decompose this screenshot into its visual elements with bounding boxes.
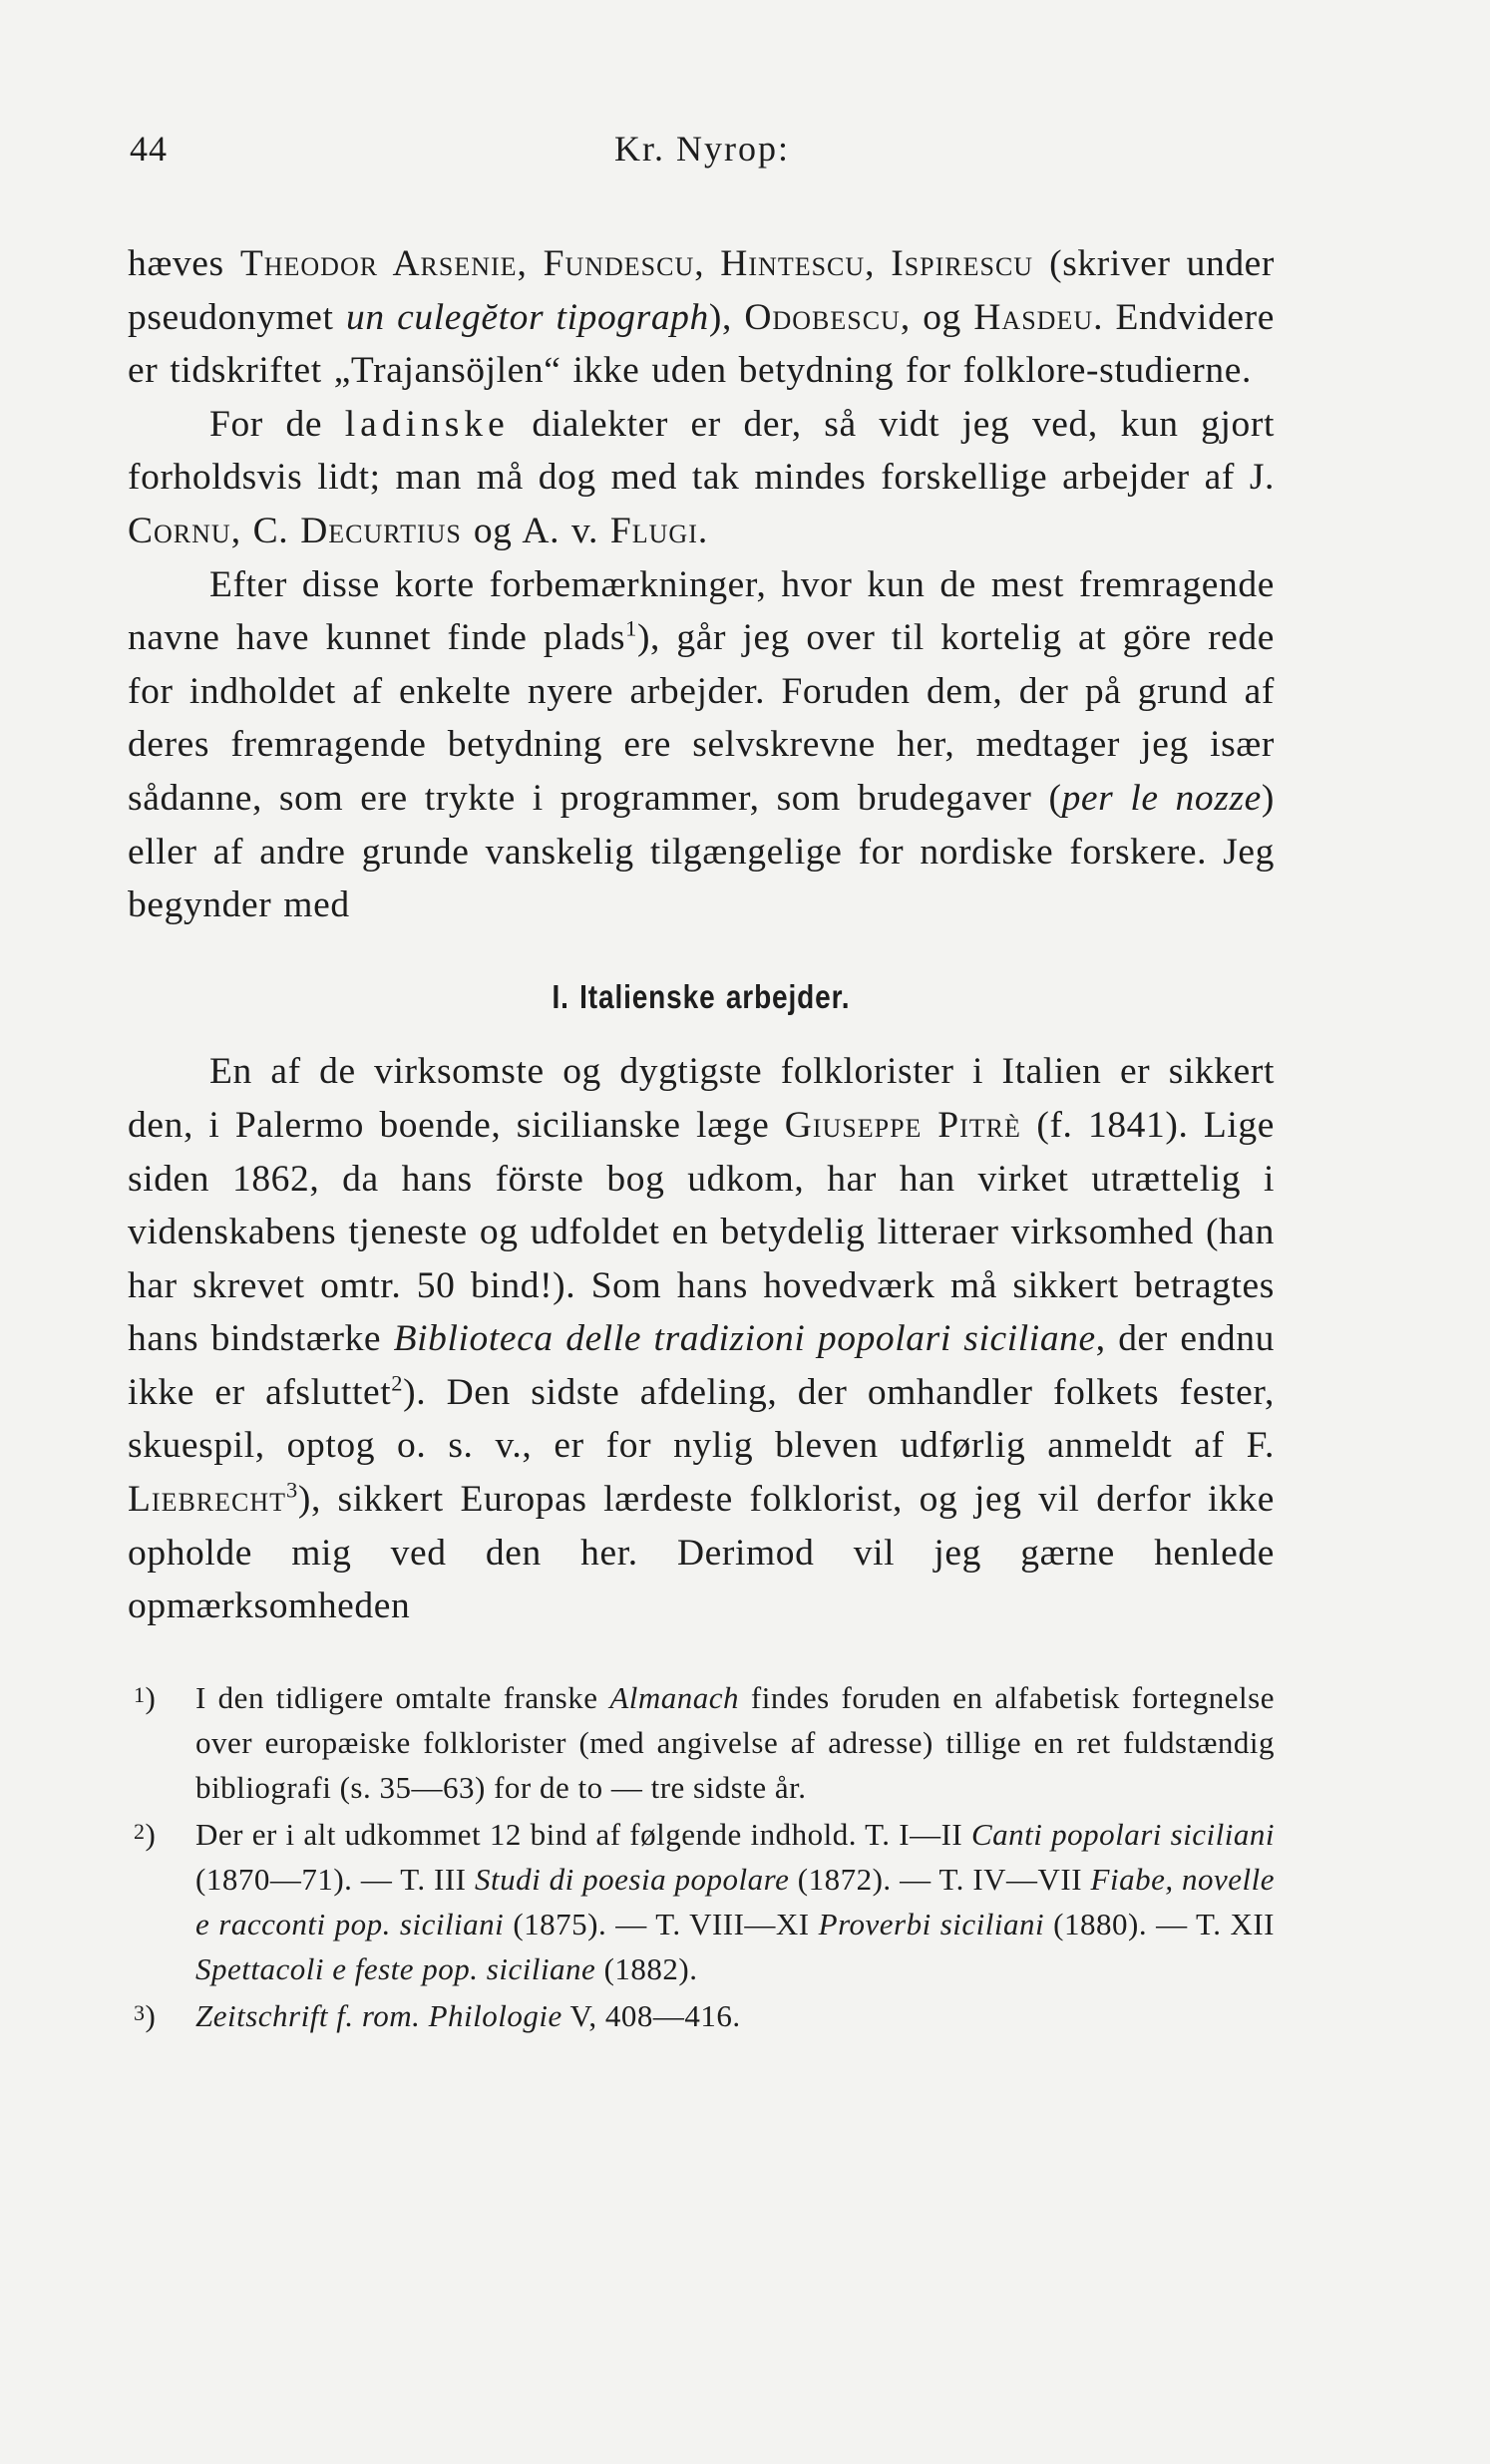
text-run: findes foruden en alfabetisk fortegnelse over europæiske folklorister (med angivelse af adresse) tillige en ret fuldstændig bibliografi (s. 35—63) for de to — tre sidste år. [195,1679,1275,1805]
text-run: ) eller af andre grunde vanskelig tilgængelige for nordiske forskere. Jeg begynder med [128,777,1275,926]
italic-title: un culegĕtor tipograph [346,296,709,338]
page-header [128,118,1275,177]
text-run: . Endvidere er tidskriftet „Trajansöjlen“ ikke uden betydning for folklore-studierne. [128,296,1276,392]
text-run: (f. 1841). Lige siden 1862, da hans förste bog udkom, har han virket utrættelig i videnskabens tjeneste og udfoldet en betydelig litteraer virksomhed (han har skrevet omtr. 50 bind!). Som hans hovedværk må sikkert betragtes hans bindstærke [128,1104,1275,1360]
footnotes [128,1675,1275,2038]
text-run: , og [900,296,974,338]
text-run: , [694,243,721,284]
footnote-2 [128,1812,1275,1991]
paragraph-1 [128,237,1275,398]
text-run: . [697,510,708,551]
page-number: 44 [130,129,168,169]
footnote-ref: 3 [286,1477,298,1503]
paragraph-4 [128,1045,1275,1633]
book-page [128,118,1275,2040]
footnote-ref: 2 [391,1370,404,1396]
footnote-ref: 1 [625,615,637,641]
italic-title: Biblioteca delle tradizioni popolari siciliane [393,1318,1096,1360]
author-name: Hintescu [720,243,866,284]
text-run: , [517,243,544,284]
italic-title: Studi di poesia popolare [474,1861,790,1897]
text-run: , der endnu ikke er afsluttet [128,1318,1275,1413]
author-name: Fundescu [543,243,695,284]
author-name: Odobescu [744,296,901,338]
text-run: (1880). — T. XII [1044,1906,1276,1941]
text-run: ), går jeg over til kortelig at göre rede for indholdet af enkelte nyere arbejder. Foruden dem, der på grund af deres fremragende betydning ere selvskrevne her, medtager jeg især sådanne, som ere trykte i programmer, som brudegaver ( [128,617,1275,819]
body-text [128,237,1275,1633]
text-run: (skriver under pseudonymet [128,243,1276,338]
italic-title: Almanach [609,1679,740,1715]
paragraph-2 [128,398,1275,558]
italic-title: Proverbi siciliani [818,1906,1045,1941]
italic-title: Canti popolari siciliani [970,1816,1275,1852]
text-run: dialekter er der, så vidt jeg ved, kun gjort forholdsvis lidt; man må dog med tak mindes forskellige arbejder af J. [128,403,1275,499]
italic-title: Spettacoli e feste pop. siciliane [195,1950,596,1986]
footnote-1 [128,1675,1275,1810]
text-run: (1882). [595,1950,698,1986]
text-run: (1870—71). — T. III [195,1861,475,1897]
paragraph-3 [128,558,1275,932]
text-run: , [865,243,892,284]
footnote-mark: 3 ) [134,1987,156,2035]
running-head: Kr. Nyrop: [614,129,790,169]
text-run: ), [708,296,745,338]
text-run: Der er i alt udkommet 12 bind af følgende indhold. T. I—II [195,1816,971,1852]
author-name: Giuseppe Pitrè [784,1104,1021,1146]
italic-title: Fiabe, novelle e racconti pop. siciliani [195,1861,1276,1941]
text-run: hæves [128,243,240,284]
italic-title: per le nozze [1061,777,1262,819]
text-run: ). Den sidste afdeling, der omhandler folkets fester, skuespil, optog o. s. v., er for nylig bleven udførlig anmeldt af F. [128,1371,1275,1467]
author-name: Decurtius [300,510,462,551]
text-run: En af de virksomste og dygtigste folklorister i Italien er sikkert den, i Palermo boende, sicilianske læge [128,1051,1275,1146]
author-name: Theodor Arsenie [239,243,518,284]
text-run: For de [209,403,345,445]
author-name: Hasdeu [973,296,1094,338]
text-run: Efter disse korte forbemærkninger, hvor kun de mest fremragende navne have kunnet finde plads [128,563,1275,659]
text-run: (1872). — T. IV—VII [789,1861,1091,1897]
text-run: (1875). — T. VIII—XI [504,1906,819,1941]
author-name: Ispirescu [891,243,1034,284]
author-name: Flugi [609,510,698,551]
text-run: og A. v. [461,510,610,551]
footnote-mark: 2 ) [134,1806,156,1854]
author-name: Cornu [128,510,231,551]
text-run: ), sikkert Europas lærdeste folklorist, og jeg vil derfor ikke opholde mig ved den her. Derimod vil jeg gærne henlede opmærksomheden [128,1479,1275,1627]
section-heading: I. Italienske arbejder. [552,977,851,1015]
text-run: , C. [230,510,301,551]
author-name: Liebrecht [128,1479,287,1521]
italic-title: Zeitschrift f. rom. Philologie [195,1997,562,2033]
text-run: V, 408—416. [561,1997,741,2033]
footnote-3 [128,1993,1275,2038]
text-run: I den tidligere omtalte franske [195,1679,610,1715]
emphasized-word: ladinske [344,403,510,445]
footnote-mark: 1 ) [134,1669,156,1717]
